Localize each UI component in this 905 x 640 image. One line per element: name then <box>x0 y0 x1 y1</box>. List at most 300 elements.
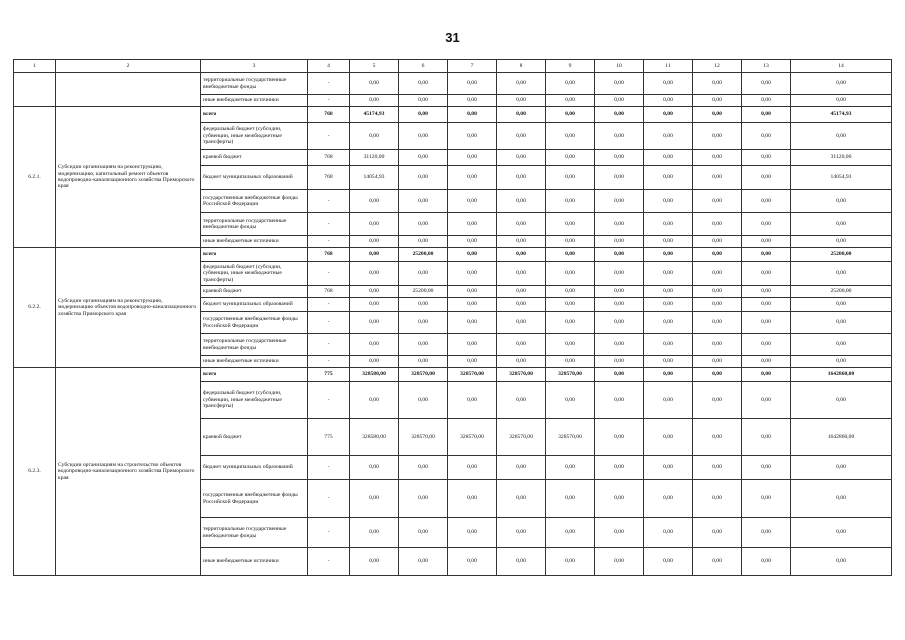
funding-source: государственные внебюджетные фонды Российской Федерации <box>201 480 308 518</box>
value-cell: 0,00 <box>546 262 595 286</box>
value-cell: 0,00 <box>399 190 448 213</box>
value-cell: 0,00 <box>791 123 892 150</box>
value-cell: 0,00 <box>742 419 791 456</box>
column-number: 7 <box>448 60 497 73</box>
value-cell: - <box>308 334 350 356</box>
value-cell: 0,00 <box>546 73 595 95</box>
value-cell: 0,00 <box>448 334 497 356</box>
value-cell: 0,00 <box>497 166 546 190</box>
item-name <box>56 73 201 107</box>
value-cell: 0,00 <box>399 150 448 166</box>
value-cell: 0,00 <box>595 95 644 107</box>
value-cell: 0,00 <box>595 480 644 518</box>
value-cell: 0,00 <box>693 382 742 419</box>
value-cell: 0,00 <box>546 248 595 262</box>
column-number: 14 <box>791 60 892 73</box>
value-cell: 0,00 <box>448 213 497 236</box>
value-cell: 775 <box>308 368 350 382</box>
value-cell: - <box>308 190 350 213</box>
value-cell: - <box>308 456 350 480</box>
value-cell: 768 <box>308 248 350 262</box>
value-cell: 0,00 <box>644 382 693 419</box>
value-cell: 0,00 <box>399 166 448 190</box>
value-cell: 0,00 <box>742 190 791 213</box>
value-cell: 0,00 <box>644 166 693 190</box>
value-cell: 0,00 <box>791 236 892 248</box>
funding-source: бюджет муниципальных образований <box>201 166 308 190</box>
value-cell: 0,00 <box>791 480 892 518</box>
value-cell: 0,00 <box>742 456 791 480</box>
value-cell: 0,00 <box>546 213 595 236</box>
value-cell: 0,00 <box>595 419 644 456</box>
value-cell: 0,00 <box>546 236 595 248</box>
value-cell: - <box>308 312 350 334</box>
value-cell: 0,00 <box>595 456 644 480</box>
value-cell: 0,00 <box>595 312 644 334</box>
value-cell: 0,00 <box>644 286 693 298</box>
value-cell: 0,00 <box>742 334 791 356</box>
funding-source: бюджет муниципальных образований <box>201 298 308 312</box>
value-cell: 0,00 <box>742 213 791 236</box>
table-row <box>14 73 892 95</box>
value-cell: 0,00 <box>399 95 448 107</box>
value-cell: 0,00 <box>399 382 448 419</box>
column-number: 12 <box>693 60 742 73</box>
value-cell: 0,00 <box>448 123 497 150</box>
value-cell: 0,00 <box>693 248 742 262</box>
value-cell: 0,00 <box>791 382 892 419</box>
value-cell: 25200,00 <box>791 286 892 298</box>
value-cell: 0,00 <box>693 480 742 518</box>
value-cell: 0,00 <box>350 312 399 334</box>
column-number: 3 <box>201 60 308 73</box>
column-number: 1 <box>14 60 56 73</box>
value-cell: 0,00 <box>644 334 693 356</box>
value-cell: 0,00 <box>644 480 693 518</box>
column-number: 10 <box>595 60 644 73</box>
value-cell: 0,00 <box>497 312 546 334</box>
value-cell: 0,00 <box>742 123 791 150</box>
value-cell: 0,00 <box>595 368 644 382</box>
value-cell: 0,00 <box>399 73 448 95</box>
value-cell: 0,00 <box>350 236 399 248</box>
value-cell: 0,00 <box>644 213 693 236</box>
item-code: 6.2.1. <box>14 107 56 248</box>
value-cell: 0,00 <box>448 456 497 480</box>
value-cell: 0,00 <box>497 518 546 548</box>
value-cell: 0,00 <box>595 286 644 298</box>
value-cell: 0,00 <box>350 480 399 518</box>
column-number: 6 <box>399 60 448 73</box>
value-cell: 0,00 <box>644 248 693 262</box>
value-cell: 0,00 <box>644 518 693 548</box>
value-cell: 0,00 <box>399 518 448 548</box>
value-cell: 0,00 <box>791 518 892 548</box>
column-number: 5 <box>350 60 399 73</box>
value-cell: 328570,00 <box>448 419 497 456</box>
value-cell: 0,00 <box>497 95 546 107</box>
value-cell: 0,00 <box>497 262 546 286</box>
value-cell: 0,00 <box>497 456 546 480</box>
value-cell: 0,00 <box>546 480 595 518</box>
value-cell: 0,00 <box>546 334 595 356</box>
value-cell: - <box>308 123 350 150</box>
value-cell: 0,00 <box>497 73 546 95</box>
value-cell: 0,00 <box>644 262 693 286</box>
table-header-row <box>14 60 892 73</box>
value-cell: 0,00 <box>791 548 892 576</box>
value-cell: - <box>308 236 350 248</box>
value-cell: 328570,00 <box>546 368 595 382</box>
value-cell: 14054,93 <box>350 166 399 190</box>
value-cell: 0,00 <box>448 262 497 286</box>
value-cell: 0,00 <box>497 236 546 248</box>
value-cell: 0,00 <box>595 73 644 95</box>
funding-source: иные внебюджетные источники <box>201 236 308 248</box>
value-cell: 0,00 <box>693 95 742 107</box>
value-cell: 0,00 <box>644 312 693 334</box>
value-cell: 0,00 <box>546 382 595 419</box>
value-cell: 0,00 <box>497 334 546 356</box>
value-cell: 0,00 <box>399 236 448 248</box>
value-cell: 768 <box>308 286 350 298</box>
value-cell: 25200,00 <box>791 248 892 262</box>
value-cell: 0,00 <box>448 382 497 419</box>
value-cell: 0,00 <box>399 123 448 150</box>
value-cell: 0,00 <box>497 356 546 368</box>
value-cell: 328570,00 <box>497 368 546 382</box>
value-cell: 0,00 <box>742 248 791 262</box>
value-cell: 0,00 <box>546 95 595 107</box>
value-cell: 0,00 <box>399 262 448 286</box>
value-cell: 0,00 <box>448 548 497 576</box>
value-cell: 0,00 <box>350 286 399 298</box>
value-cell: - <box>308 95 350 107</box>
value-cell: 0,00 <box>350 213 399 236</box>
value-cell: 328570,00 <box>399 368 448 382</box>
value-cell: - <box>308 518 350 548</box>
value-cell: 0,00 <box>595 518 644 548</box>
value-cell: 0,00 <box>546 356 595 368</box>
value-cell: 0,00 <box>546 548 595 576</box>
funding-source: федеральный бюджет (субсидии, субвенции, иные межбюджетные трансферты) <box>201 123 308 150</box>
value-cell: 768 <box>308 166 350 190</box>
funding-source: государственные внебюджетные фонды Российской Федерации <box>201 312 308 334</box>
value-cell: 0,00 <box>546 190 595 213</box>
value-cell: 0,00 <box>497 286 546 298</box>
value-cell: 0,00 <box>693 456 742 480</box>
value-cell: 0,00 <box>497 480 546 518</box>
funding-source: иные внебюджетные источники <box>201 548 308 576</box>
value-cell: 0,00 <box>693 548 742 576</box>
value-cell: 0,00 <box>448 298 497 312</box>
value-cell: 0,00 <box>448 107 497 123</box>
value-cell: 0,00 <box>350 123 399 150</box>
value-cell: 0,00 <box>644 107 693 123</box>
value-cell: 0,00 <box>448 312 497 334</box>
value-cell: 31120,00 <box>350 150 399 166</box>
value-cell: 0,00 <box>350 334 399 356</box>
value-cell: 0,00 <box>350 95 399 107</box>
value-cell: 0,00 <box>742 368 791 382</box>
value-cell: 1642860,00 <box>791 419 892 456</box>
value-cell: 0,00 <box>497 213 546 236</box>
value-cell: 0,00 <box>742 356 791 368</box>
value-cell: - <box>308 548 350 576</box>
value-cell: 0,00 <box>448 95 497 107</box>
value-cell: 0,00 <box>693 123 742 150</box>
value-cell: 0,00 <box>693 356 742 368</box>
value-cell: 0,00 <box>350 73 399 95</box>
value-cell: 0,00 <box>546 456 595 480</box>
value-cell: 0,00 <box>350 356 399 368</box>
value-cell: 0,00 <box>448 518 497 548</box>
value-cell: 0,00 <box>399 334 448 356</box>
value-cell: 0,00 <box>742 73 791 95</box>
value-cell: 0,00 <box>742 236 791 248</box>
value-cell: 0,00 <box>791 190 892 213</box>
value-cell: 0,00 <box>497 107 546 123</box>
value-cell: 0,00 <box>448 480 497 518</box>
value-cell: 328570,00 <box>497 419 546 456</box>
value-cell: 0,00 <box>791 262 892 286</box>
value-cell: 0,00 <box>595 382 644 419</box>
column-number: 9 <box>546 60 595 73</box>
value-cell: 0,00 <box>693 73 742 95</box>
item-name: Субсидии организациям на реконструкцию, модернизацию объектов водопроводно-канализационного хозяйства Приморского края <box>56 248 201 368</box>
column-number: 2 <box>56 60 201 73</box>
value-cell: 0,00 <box>546 298 595 312</box>
value-cell: - <box>308 356 350 368</box>
value-cell: 328570,00 <box>546 419 595 456</box>
value-cell: 0,00 <box>399 107 448 123</box>
value-cell: 0,00 <box>791 73 892 95</box>
value-cell: 0,00 <box>448 248 497 262</box>
value-cell: 0,00 <box>742 286 791 298</box>
value-cell: 0,00 <box>350 190 399 213</box>
value-cell: 31120,00 <box>791 150 892 166</box>
value-cell: - <box>308 382 350 419</box>
funding-source: иные внебюджетные источники <box>201 95 308 107</box>
value-cell: 0,00 <box>693 419 742 456</box>
value-cell: 0,00 <box>693 107 742 123</box>
value-cell: 0,00 <box>693 213 742 236</box>
value-cell: 0,00 <box>644 150 693 166</box>
value-cell: 0,00 <box>693 262 742 286</box>
value-cell: 0,00 <box>448 236 497 248</box>
column-number: 11 <box>644 60 693 73</box>
value-cell: 0,00 <box>791 334 892 356</box>
value-cell: 45174,93 <box>791 107 892 123</box>
value-cell: 0,00 <box>497 548 546 576</box>
value-cell: 0,00 <box>644 419 693 456</box>
value-cell: 0,00 <box>497 298 546 312</box>
funding-source: всего <box>201 248 308 262</box>
item-name: Субсидии организациям на строительство объектов водопроводно-канализационного хозяйства Приморского края <box>56 368 201 576</box>
funding-source: территориальные государственные внебюджетные фонды <box>201 518 308 548</box>
value-cell: 0,00 <box>350 382 399 419</box>
table-row <box>14 368 892 382</box>
value-cell: 0,00 <box>791 213 892 236</box>
value-cell: 1642860,00 <box>791 368 892 382</box>
value-cell: 328570,00 <box>448 368 497 382</box>
value-cell: 0,00 <box>693 150 742 166</box>
value-cell: 0,00 <box>693 312 742 334</box>
value-cell: 0,00 <box>595 213 644 236</box>
value-cell: 0,00 <box>448 150 497 166</box>
value-cell: 14054,93 <box>791 166 892 190</box>
value-cell: 0,00 <box>497 190 546 213</box>
value-cell: 0,00 <box>350 548 399 576</box>
value-cell: 0,00 <box>742 95 791 107</box>
value-cell: 0,00 <box>595 334 644 356</box>
value-cell: 0,00 <box>595 123 644 150</box>
value-cell: 0,00 <box>595 298 644 312</box>
value-cell: 0,00 <box>644 190 693 213</box>
budget-table <box>13 59 892 576</box>
funding-source: территориальные государственные внебюджетные фонды <box>201 213 308 236</box>
value-cell: 0,00 <box>644 73 693 95</box>
value-cell: 0,00 <box>693 286 742 298</box>
value-cell: 0,00 <box>497 123 546 150</box>
value-cell: 0,00 <box>399 456 448 480</box>
funding-source: бюджет муниципальных образований <box>201 456 308 480</box>
value-cell: 0,00 <box>546 123 595 150</box>
funding-source: территориальные государственные внебюджетные фонды <box>201 334 308 356</box>
value-cell: 0,00 <box>546 286 595 298</box>
funding-source: всего <box>201 368 308 382</box>
value-cell: - <box>308 213 350 236</box>
value-cell: 0,00 <box>644 123 693 150</box>
value-cell: 0,00 <box>546 107 595 123</box>
value-cell: 0,00 <box>399 480 448 518</box>
value-cell: 0,00 <box>595 248 644 262</box>
value-cell: 0,00 <box>742 107 791 123</box>
value-cell: 0,00 <box>448 190 497 213</box>
value-cell: 25200,00 <box>399 286 448 298</box>
value-cell: 0,00 <box>693 298 742 312</box>
value-cell: 0,00 <box>399 298 448 312</box>
value-cell: 0,00 <box>644 236 693 248</box>
value-cell: 0,00 <box>742 480 791 518</box>
funding-source: краевой бюджет <box>201 419 308 456</box>
value-cell: 0,00 <box>742 312 791 334</box>
value-cell: 0,00 <box>791 298 892 312</box>
value-cell: 0,00 <box>350 248 399 262</box>
funding-source: иные внебюджетные источники <box>201 356 308 368</box>
value-cell: 0,00 <box>595 166 644 190</box>
value-cell: 0,00 <box>742 548 791 576</box>
value-cell: 0,00 <box>742 382 791 419</box>
value-cell: 0,00 <box>742 166 791 190</box>
value-cell: 0,00 <box>595 548 644 576</box>
value-cell: 0,00 <box>546 166 595 190</box>
value-cell: - <box>308 480 350 518</box>
value-cell: 0,00 <box>791 356 892 368</box>
value-cell: 768 <box>308 107 350 123</box>
value-cell: 0,00 <box>399 312 448 334</box>
value-cell: 0,00 <box>791 456 892 480</box>
value-cell: - <box>308 298 350 312</box>
funding-source: краевой бюджет <box>201 150 308 166</box>
funding-source: федеральный бюджет (субсидии, субвенции, иные межбюджетные трансферты) <box>201 382 308 419</box>
value-cell: 0,00 <box>399 356 448 368</box>
item-code <box>14 73 56 107</box>
value-cell: 0,00 <box>350 262 399 286</box>
value-cell: 0,00 <box>399 548 448 576</box>
funding-source: территориальные государственные внебюджетные фонды <box>201 73 308 95</box>
value-cell: 0,00 <box>497 248 546 262</box>
value-cell: 0,00 <box>693 518 742 548</box>
value-cell: 0,00 <box>448 286 497 298</box>
value-cell: 0,00 <box>546 518 595 548</box>
value-cell: 0,00 <box>742 262 791 286</box>
value-cell: 0,00 <box>644 298 693 312</box>
table-row <box>14 107 892 123</box>
value-cell: 0,00 <box>742 150 791 166</box>
value-cell: 45174,93 <box>350 107 399 123</box>
value-cell: 0,00 <box>399 213 448 236</box>
value-cell: 0,00 <box>693 190 742 213</box>
value-cell: 768 <box>308 150 350 166</box>
table-body <box>14 60 892 576</box>
column-number: 4 <box>308 60 350 73</box>
value-cell: 775 <box>308 419 350 456</box>
value-cell: 0,00 <box>742 298 791 312</box>
value-cell: 25200,00 <box>399 248 448 262</box>
value-cell: 328580,00 <box>350 368 399 382</box>
column-number: 13 <box>742 60 791 73</box>
funding-source: государственные внебюджетные фонды Российской Федерации <box>201 190 308 213</box>
table-row <box>14 248 892 262</box>
value-cell: 0,00 <box>693 368 742 382</box>
value-cell: 0,00 <box>497 382 546 419</box>
value-cell: 0,00 <box>644 368 693 382</box>
value-cell: 0,00 <box>595 356 644 368</box>
value-cell: 0,00 <box>497 150 546 166</box>
value-cell: 0,00 <box>595 236 644 248</box>
funding-source: краевой бюджет <box>201 286 308 298</box>
value-cell: 0,00 <box>693 334 742 356</box>
value-cell: 0,00 <box>595 107 644 123</box>
value-cell: - <box>308 73 350 95</box>
item-code: 6.2.3. <box>14 368 56 576</box>
value-cell: 0,00 <box>644 548 693 576</box>
value-cell: 0,00 <box>742 518 791 548</box>
item-name: Субсидии организациям на реконструкцию, модернизацию, капитальный ремонт объектов водопроводно-канализационного хозяйства Приморского края <box>56 107 201 248</box>
page-number: 31 <box>445 30 460 45</box>
value-cell: 0,00 <box>791 95 892 107</box>
value-cell: 0,00 <box>546 312 595 334</box>
value-cell: 0,00 <box>644 456 693 480</box>
column-number: 8 <box>497 60 546 73</box>
value-cell: 0,00 <box>693 166 742 190</box>
value-cell: 0,00 <box>448 166 497 190</box>
value-cell: - <box>308 262 350 286</box>
value-cell: 0,00 <box>644 95 693 107</box>
value-cell: 0,00 <box>546 150 595 166</box>
value-cell: 328570,00 <box>399 419 448 456</box>
value-cell: 0,00 <box>595 190 644 213</box>
value-cell: 0,00 <box>791 312 892 334</box>
value-cell: 0,00 <box>448 73 497 95</box>
value-cell: 0,00 <box>595 262 644 286</box>
value-cell: 328580,00 <box>350 419 399 456</box>
value-cell: 0,00 <box>350 518 399 548</box>
value-cell: 0,00 <box>595 150 644 166</box>
funding-source: федеральный бюджет (субсидии, субвенции, иные межбюджетные трансферты) <box>201 262 308 286</box>
item-code: 6.2.2. <box>14 248 56 368</box>
